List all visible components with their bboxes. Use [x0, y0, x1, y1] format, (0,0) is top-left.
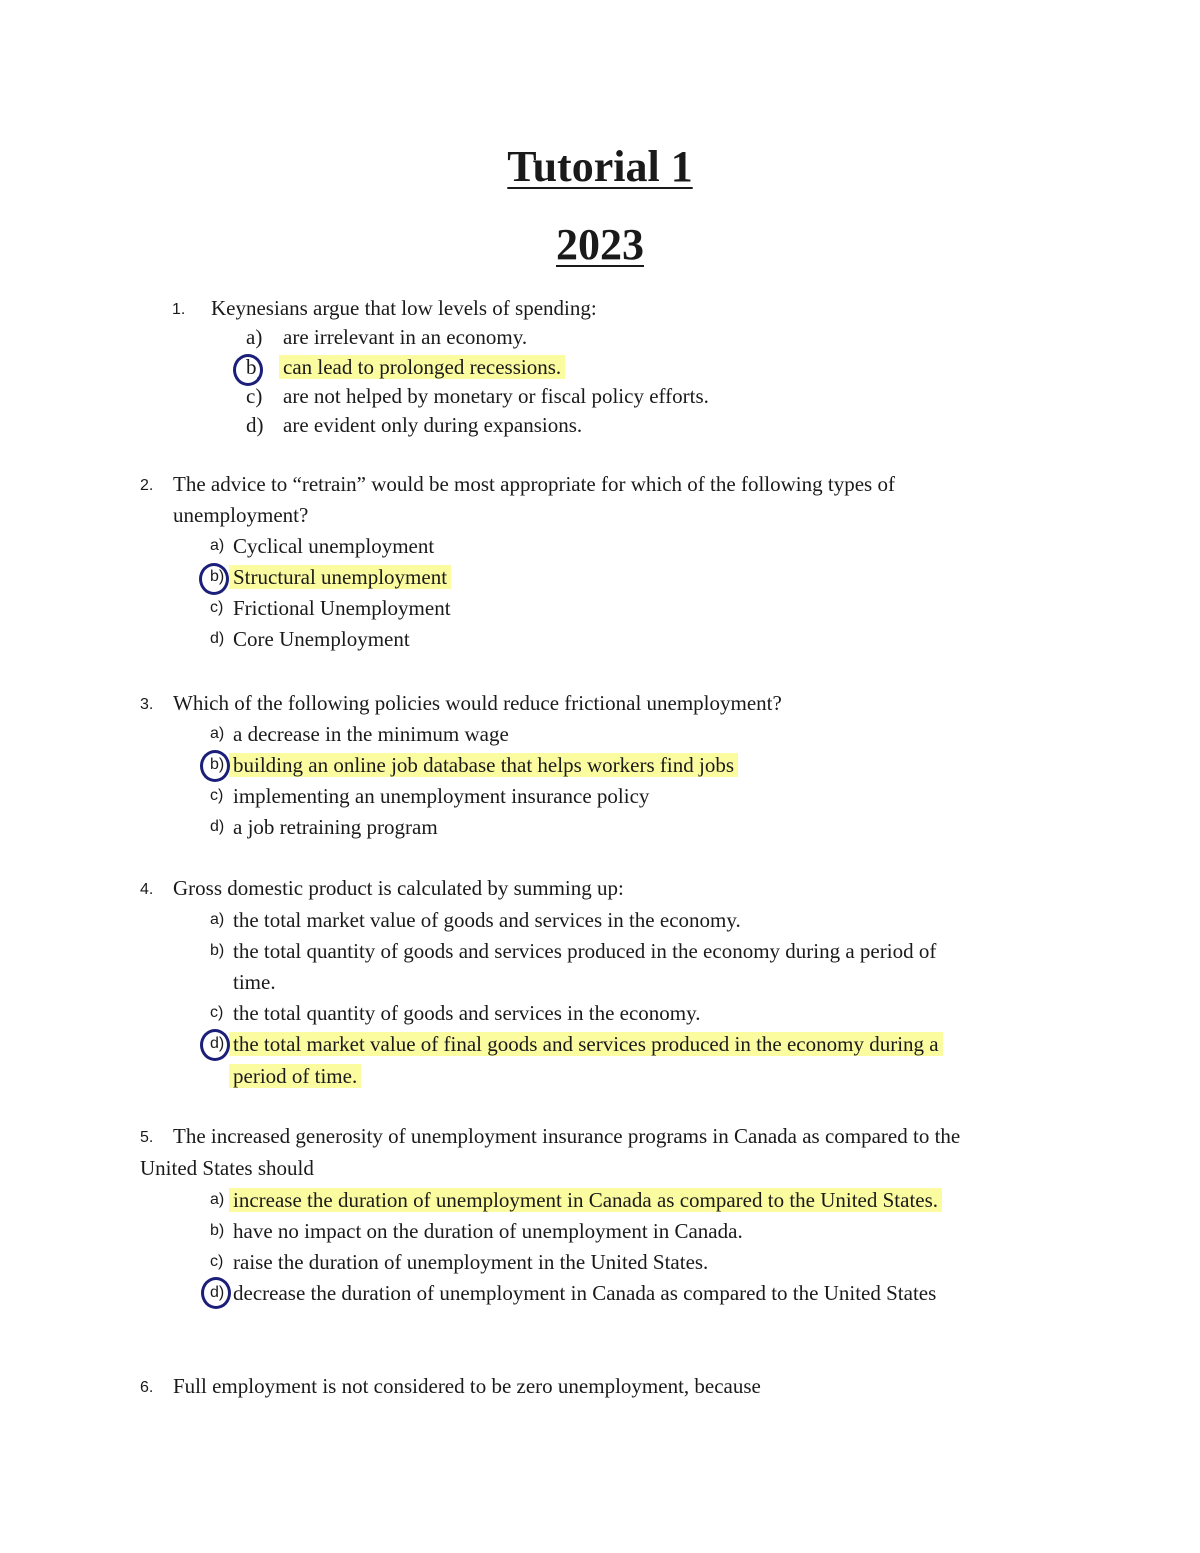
option-label: a): [210, 537, 225, 554]
answer-circle-mark: [199, 563, 229, 595]
answer-circle-mark: [200, 750, 230, 782]
option-text: a job retraining program: [233, 815, 438, 839]
option-text: the total quantity of goods and services produced in the economy during a period of: [233, 939, 937, 963]
option-label: b): [210, 942, 225, 959]
option-label: b): [210, 1222, 225, 1239]
option-label: b): [210, 756, 225, 773]
option-text: time.: [233, 970, 276, 994]
option-text: raise the duration of unemployment in the United States.: [233, 1250, 709, 1274]
option-label: a): [210, 725, 225, 742]
option-text-highlighted: [233, 751, 734, 779]
option-label: a): [210, 911, 225, 928]
question-number: 5.: [140, 1129, 154, 1146]
option-text-highlighted: [233, 1062, 357, 1090]
question-number: 6.: [140, 1379, 154, 1396]
option-text: Frictional Unemployment: [233, 596, 451, 620]
option-label: d): [210, 630, 225, 647]
option-text: implementing an unemployment insurance policy: [233, 784, 650, 808]
option-text: Core Unemployment: [233, 627, 410, 651]
document-title: Tutorial 1: [507, 142, 693, 191]
question-text: United States should: [140, 1156, 314, 1180]
option-text: are irrelevant in an economy.: [283, 325, 528, 349]
option-label: b): [246, 355, 264, 379]
question-text: Keynesians argue that low levels of spending:: [211, 296, 597, 320]
highlight-mark: the total market value of final goods and services produced in the economy during a: [229, 1032, 943, 1056]
option-label: d): [210, 1035, 225, 1052]
option-label: a): [210, 1191, 225, 1208]
question-text: The advice to “retrain” would be most appropriate for which of the following types of: [173, 472, 895, 496]
option-text: a decrease in the minimum wage: [233, 722, 509, 746]
question-number: 1.: [172, 301, 186, 318]
answer-circle-mark: [201, 1277, 231, 1309]
question-number: 4.: [140, 881, 154, 898]
highlight-mark: Structural unemployment: [229, 565, 451, 589]
answer-circle-mark: [200, 1029, 230, 1061]
option-label: c): [246, 384, 263, 408]
highlight-mark: period of time.: [229, 1064, 361, 1088]
option-text: the total market value of goods and services in the economy.: [233, 908, 741, 932]
document-year: 2023: [556, 220, 644, 269]
option-text-highlighted: [233, 1186, 938, 1214]
option-label: c): [210, 1253, 224, 1270]
option-label: c): [210, 599, 224, 616]
option-label: b): [210, 568, 225, 585]
option-text-highlighted: [233, 563, 447, 591]
option-label: a): [246, 325, 263, 349]
option-text-highlighted: [283, 353, 561, 381]
option-label: c): [210, 1004, 224, 1021]
option-text-highlighted: [233, 1030, 939, 1058]
option-text: decrease the duration of unemployment in Canada as compared to the United States: [233, 1281, 937, 1305]
question-text: Which of the following policies would reduce frictional unemployment?: [173, 691, 782, 715]
question-text: unemployment?: [173, 503, 309, 527]
question-number: 2.: [140, 477, 154, 494]
question-text: Gross domestic product is calculated by summing up:: [173, 876, 624, 900]
option-text: Cyclical unemployment: [233, 534, 435, 558]
option-text: the total quantity of goods and services in the economy.: [233, 1001, 701, 1025]
option-label: c): [210, 787, 224, 804]
option-text: are evident only during expansions.: [283, 413, 583, 437]
option-label: d): [210, 818, 225, 835]
highlight-mark: increase the duration of unemployment in Canada as compared to the United States.: [229, 1188, 942, 1212]
question-number: 3.: [140, 696, 154, 713]
option-label: d): [246, 413, 264, 437]
option-text: have no impact on the duration of unemployment in Canada.: [233, 1219, 743, 1243]
option-label: d): [210, 1284, 225, 1301]
question-text: Full employment is not considered to be zero unemployment, because: [173, 1374, 761, 1398]
option-text: are not helped by monetary or fiscal policy efforts.: [283, 384, 709, 408]
highlight-mark: building an online job database that helps workers find jobs: [229, 753, 738, 777]
question-text: The increased generosity of unemployment insurance programs in Canada as compared to the: [173, 1124, 961, 1148]
highlight-mark: can lead to prolonged recessions.: [279, 355, 565, 379]
